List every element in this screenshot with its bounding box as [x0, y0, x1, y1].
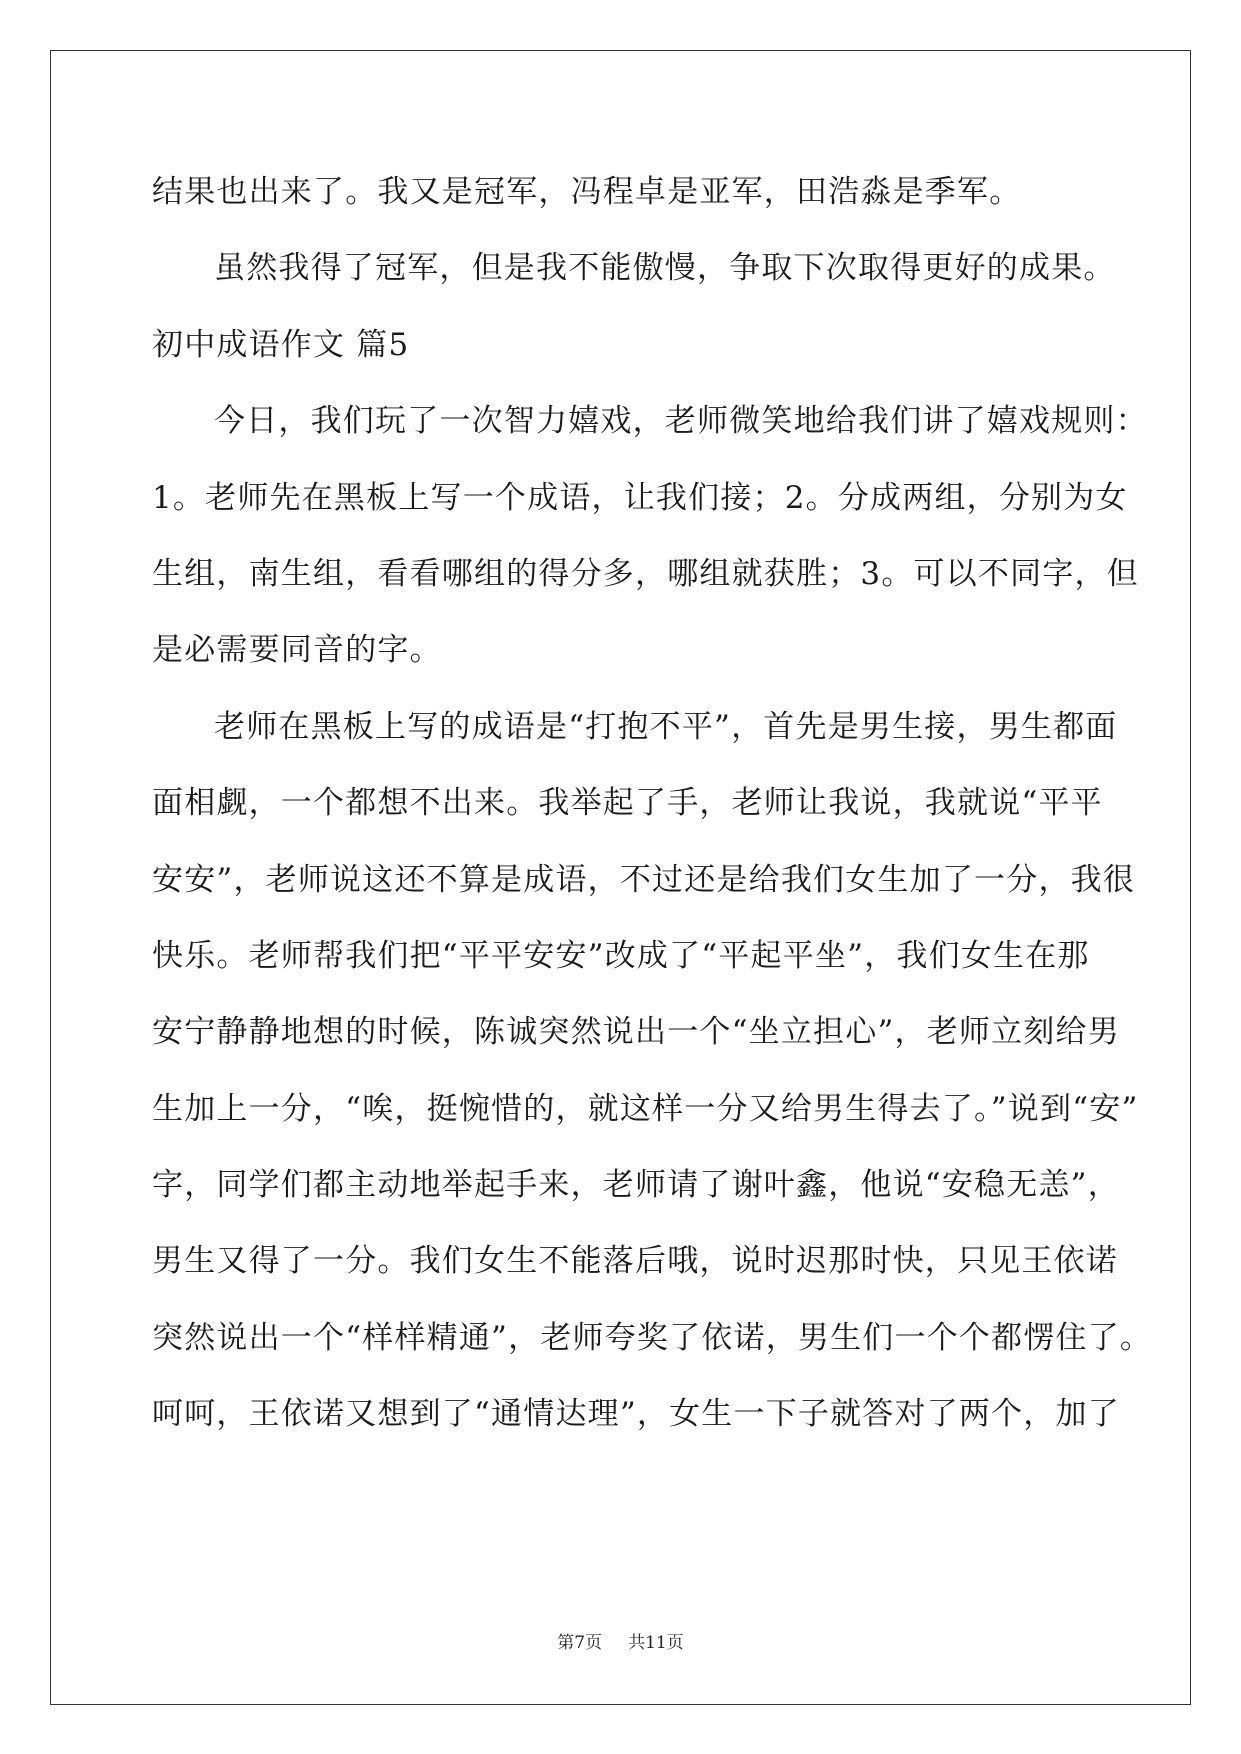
text-line: 安宁静静地想的时候，陈诚突然说出一个“坐立担心”，老师立刻给男 [152, 1014, 1120, 1051]
page-number: 第7页 [557, 1633, 603, 1653]
text-line: 面相觑，一个都想不出来。我举起了手，老师让我说，我就说“平平 [152, 785, 1103, 822]
text-line: 快乐。老师帮我们把“平平安安”改成了“平起平坐”，我们女生在那 [152, 937, 1090, 974]
text-line: 突然说出一个“样样精通”，老师夸奖了依诺，男生们一个个都愣住了。 [152, 1319, 1153, 1356]
text-line: 今日，我们玩了一次智力嬉戏，老师微笑地给我们讲了嬉戏规则： [214, 403, 1148, 440]
text-line: 老师在黑板上写的成语是“打抱不平”，首先是男生接，男生都面 [214, 708, 1118, 745]
document-body [152, 162, 1153, 1461]
text-line: 男生又得了一分。我们女生不能落后哦，说时迟那时快，只见王依诺 [152, 1243, 1118, 1280]
text-line: 1。老师先在黑板上写一个成语，让我们接；2。分成两组，分别为女 [152, 479, 1128, 516]
text-line: 生组，南生组，看看哪组的得分多，哪组就获胜；3。可以不同字，但 [152, 555, 1139, 592]
text-line: 安安”，老师说这还不算是成语，不过还是给我们女生加了一分，我很 [152, 861, 1136, 898]
section-heading: 初中成语作文 篇5 [152, 326, 410, 363]
text-line: 字，同学们都主动地举起手来，老师请了谢叶鑫，他说“安稳无恙”， [152, 1167, 1120, 1204]
page-total: 共11页 [628, 1633, 684, 1653]
text-line: 虽然我得了冠军，但是我不能傲慢，争取下次取得更好的成果。 [214, 250, 1116, 287]
text-line: 结果也出来了。我又是冠军，冯程卓是亚军，田浩淼是季军。 [152, 174, 1022, 210]
page-footer [0, 1632, 1241, 1654]
text-line: 生加上一分，“唉，挺惋惜的，就这样一分又给男生得去了。”说到“安” [152, 1090, 1139, 1127]
text-line: 呵呵，王依诺又想到了“通情达理”，女生一下子就答对了两个，加了 [152, 1396, 1120, 1433]
text-line: 是必需要同音的字。 [152, 632, 442, 669]
